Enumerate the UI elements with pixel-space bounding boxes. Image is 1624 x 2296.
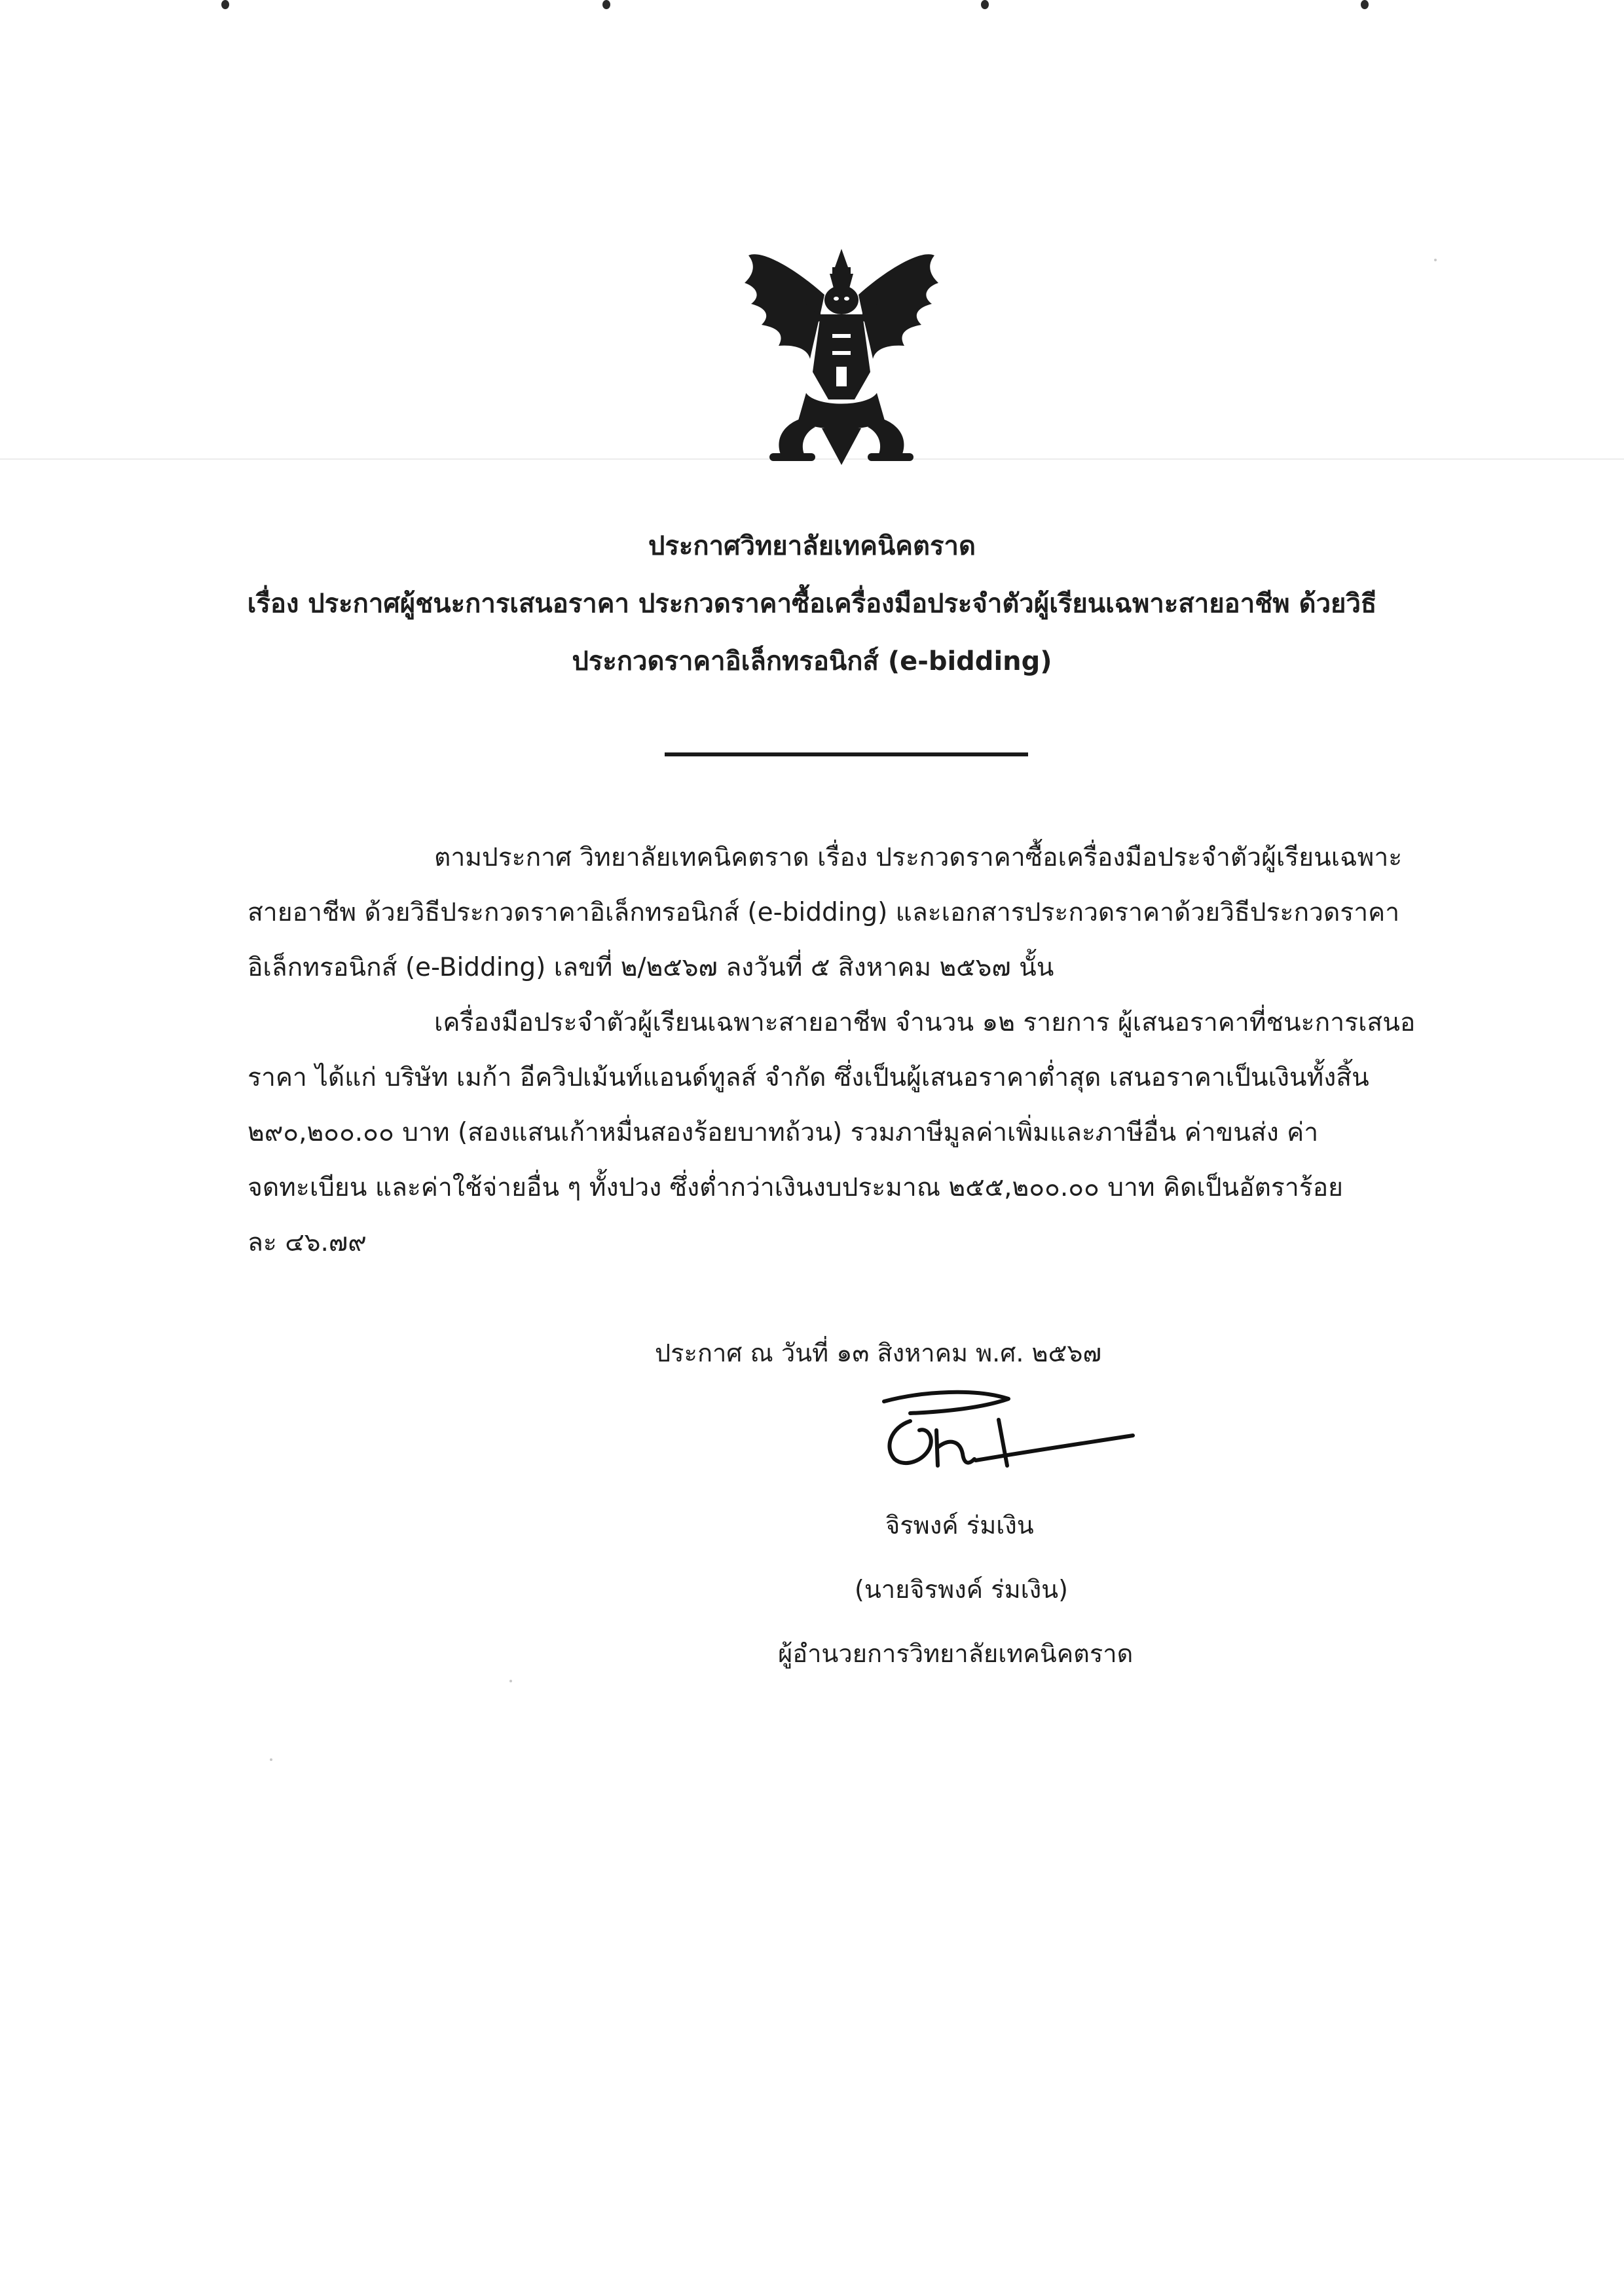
- scan-speck: [509, 1680, 512, 1682]
- garuda-emblem-icon: [737, 236, 946, 466]
- body-line: อิเล็กทรอนิกส์ (e-Bidding) เลขที่ ๒/๒๕๖๗ ลงวันที่ ๕ สิงหาคม ๒๕๖๗ นั้น: [248, 953, 1054, 982]
- signer-position: ผู้อำนวยการวิทยาลัยเทคนิคตราด: [778, 1639, 1134, 1668]
- title-line: ประกาศวิทยาลัยเทคนิคตราด: [648, 531, 976, 561]
- scan-mark: [981, 0, 989, 9]
- title-line: เรื่อง ประกาศผู้ชนะการเสนอราคา ประกวดราคาซื้อเครื่องมือประจำตัวผู้เรียนเฉพาะสายอาชีพ ด้วยวิธี: [247, 589, 1377, 619]
- scan-speck: [270, 1758, 272, 1761]
- scan-mark: [221, 0, 229, 9]
- body-line: สายอาชีพ ด้วยวิธีประกวดราคาอิเล็กทรอนิกส์ (e-bidding) และเอกสารประกวดราคาด้วยวิธีประกวดราคา: [248, 898, 1400, 927]
- scan-mark: [602, 0, 610, 9]
- scan-speck: [1434, 259, 1437, 261]
- signer-name: จิรพงค์ ร่มเงิน: [885, 1511, 1034, 1540]
- document-body: [248, 830, 1452, 1270]
- body-line: ละ ๔๖.๗๙: [248, 1228, 367, 1257]
- title-line: ประกวดราคาอิเล็กทรอนิกส์ (e-bidding): [572, 646, 1052, 676]
- body-line: ราคา ได้แก่ บริษัท เมก้า อีควิปเม้นท์แอนด์ทูลส์ จำกัด ซึ่งเป็นผู้เสนอราคาต่ำสุด เสนอราคาเป็นเงินทั้งสิ้น: [248, 1063, 1369, 1092]
- body-line: จดทะเบียน และค่าใช้จ่ายอื่น ๆ ทั้งปวง ซึ่งต่ำกว่าเงินงบประมาณ ๒๕๕,๒๐๐.๐๐ บาท คิดเป็นอัตราร้อย: [248, 1173, 1344, 1202]
- signer-full-name: (นายจิรพงค์ ร่มเงิน): [855, 1575, 1068, 1604]
- body-line: เครื่องมือประจำตัวผู้เรียนเฉพาะสายอาชีพ จำนวน ๑๒ รายการ ผู้เสนอราคาที่ชนะการเสนอ: [434, 1008, 1416, 1037]
- title-divider: [665, 752, 1028, 756]
- document-title: [196, 517, 1428, 690]
- body-line: ๒๙๐,๒๐๐.๐๐ บาท (สองแสนเก้าหมื่นสองร้อยบาทถ้วน) รวมภาษีมูลค่าเพิ่มและภาษีอื่น ค่าขนส่ง ค่า: [248, 1118, 1319, 1147]
- body-line: ตามประกาศ วิทยาลัยเทคนิคตราด เรื่อง ประกวดราคาซื้อเครื่องมือประจำตัวผู้เรียนเฉพาะ: [434, 843, 1403, 872]
- announcement-date: ประกาศ ณ วันที่ ๑๓ สิงหาคม พ.ศ. ๒๕๖๗: [655, 1339, 1102, 1367]
- scan-mark: [1361, 0, 1369, 9]
- handwritten-signature-icon: [864, 1382, 1146, 1500]
